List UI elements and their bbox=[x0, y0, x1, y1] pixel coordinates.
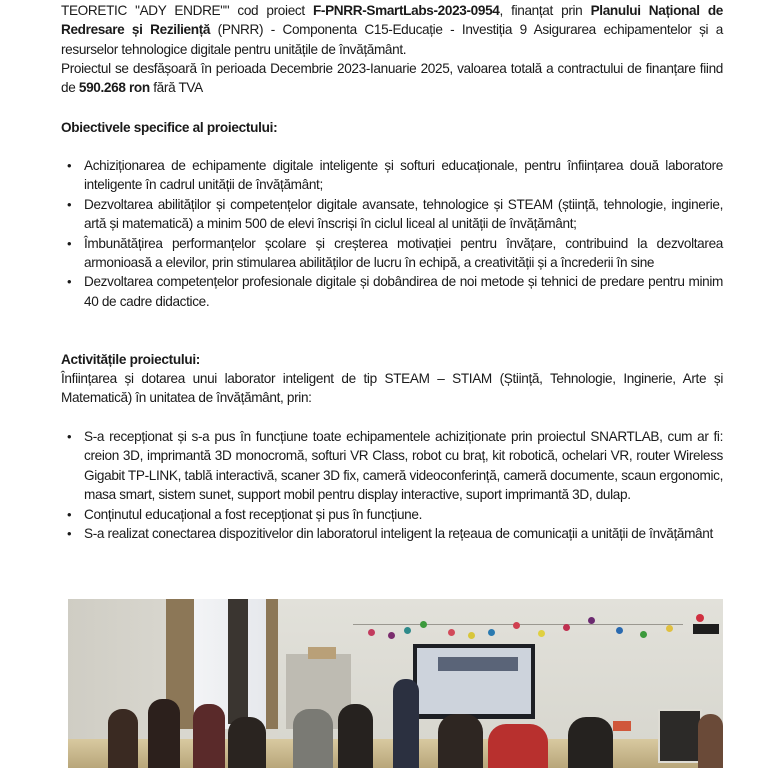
objective-item: • Dezvoltarea competențelor profesionale digitale și dobândirea de noi metode și tehnici de predare pentru minim 40 de cadre didactice. bbox=[61, 272, 723, 311]
activities-list bbox=[61, 427, 723, 543]
period-paragraph bbox=[61, 59, 723, 98]
activity-item: • S-a realizat conectarea dispozitivelor din laboratorul inteligent la rețeaua de comunicații a unității de învățământ bbox=[61, 524, 723, 543]
objective-item: • Dezvoltarea abilităților și competențelor digitale avansate, tehnologice și STEAM (știință, tehnologie, inginerie, artă și matematică) a minim 500 de elevi înscriși în ciclul liceal al unității de învățământ; bbox=[61, 195, 723, 234]
plan-name: Planului Național de Redresare și Reziliență bbox=[61, 3, 723, 38]
activity-item: • S-a recepționat și s-a pus în funcțiune toate echipamentele achiziționate prin proiectul SNARTLAB, cum ar fi: creion 3D, imprimantă 3D monocromă, softuri VR Class, robot cu braț, kit robotică, ochelari VR, router Wireless Gigabit TP-LINK, tablă interactivă, scaner 3D fix, cameră videoconferință, cameră documente, scaun ergonomic, masa smart, sistem sunet, support mobil pentru display interactive, suport imprimantă 3D, dulap. bbox=[61, 427, 723, 505]
intro-text-2: , finanțat prin bbox=[499, 3, 591, 18]
period-text: Proiectul se desfășoară în perioada Decembrie 2023-Ianuarie 2025, valoarea totală a contractului de finanțare fiind de bbox=[61, 61, 723, 96]
intro-text-1: TEORETIC "ADY ENDRE"" cod proiect bbox=[61, 3, 313, 18]
activity-item: • Conținutul educațional a fost recepționat și pus în funcțiune. bbox=[61, 505, 723, 524]
classroom-photo bbox=[68, 599, 723, 768]
intro-text-3: (PNRR) - Componenta C15-Educație - Investiția 9 Asigurarea echipamentelor și a resurselor tehnologice digitale pentru unitățile de învățământ. bbox=[61, 22, 723, 57]
activities-intro: Înființarea și dotarea unui laborator inteligent de tip STEAM – STIAM (Știință, Tehnologie, Inginerie, Arte și Matematică) în unitatea de învățământ, prin: bbox=[61, 371, 723, 406]
activities-heading: Activitățile proiectului: bbox=[61, 352, 201, 367]
contract-value: 590.268 ron bbox=[78, 80, 150, 96]
period-suffix: fără TVA bbox=[149, 80, 203, 96]
objective-item: • Achiziționarea de echipamente digitale inteligente și softuri educaționale, pentru înființarea două laboratore inteligente în cadrul unității de învățământ; bbox=[61, 156, 723, 195]
intro-paragraph bbox=[61, 1, 723, 59]
project-code: F-PNRR-SmartLabs-2023-0954 bbox=[312, 3, 500, 18]
objective-item: • Îmbunătățirea performanțelor școlare și creșterea motivației pentru învățare, contribuind la dezvoltarea armonioasă a elevilor, prin stimularea abilităților de lucru în echipă, a creativității și a încrederii în sine bbox=[61, 234, 723, 273]
objectives-list bbox=[61, 156, 723, 311]
objectives-heading: Obiectivele specifice al proiectului: bbox=[61, 120, 278, 135]
